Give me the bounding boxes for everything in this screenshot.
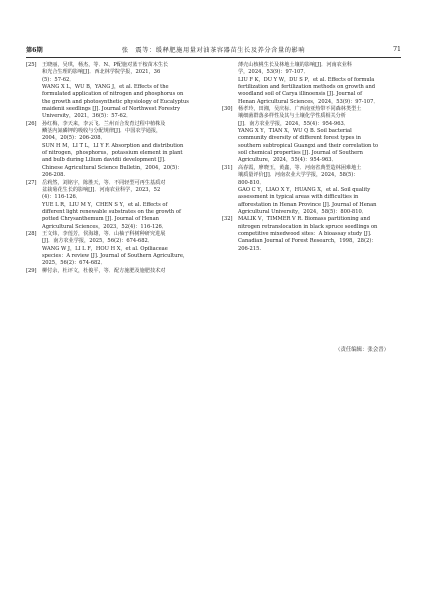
reference-line: 王文炜，李莲芳，侯海雄，等．山柚子科树种研究进展	[42, 230, 166, 237]
reference-line: LIU F K，DU Y W，DU S P，et al. Effects of formula	[238, 76, 375, 83]
reference-line: assessment in typical areas with difficulties in	[238, 194, 359, 201]
reference-line: species：A review [J]. Journal of Southern Agriculture，	[42, 252, 189, 259]
reference-line: Agriculture，2024，55(4)：954-963．	[238, 157, 337, 164]
reference-line: 岳莉然，刘铭宇，陈胜天，等．不同轻型可再生基质对	[42, 179, 166, 186]
reference-line: YANG X Y，TIAN X，WU Q B. Soil bacterial	[238, 128, 352, 135]
reference-number: [25]	[26, 62, 37, 68]
reference-text	[42, 121, 204, 180]
reference-text	[238, 62, 400, 106]
reference-text	[42, 268, 204, 275]
reference-entry	[26, 231, 204, 268]
reference-entry	[26, 180, 204, 231]
reference-line: 柳付余，杜评文，杜俊平，等．配方施肥及施肥技术对	[42, 267, 166, 274]
reference-line: YUE L R，LIU M Y，CHEN S Y，et al. Effects of	[42, 201, 168, 208]
reference-entry	[222, 62, 400, 106]
reference-text	[42, 180, 204, 231]
reference-number: [26]	[26, 120, 37, 127]
reference-line: and bulb during Lilium davidii development [J].	[42, 157, 166, 164]
reference-line: 2004，20(5)：206-208．	[42, 135, 106, 142]
reference-line: 杨孝玲，田湘，吴庆标．广西南亚热带不同森林类型土	[238, 106, 362, 113]
reference-text	[42, 62, 204, 121]
reference-line: afforestation in Henan Province [J]. Journal of Henan	[238, 201, 377, 208]
reference-line: Henan Agricultural Sciences，2024，53(9)：97-107．	[238, 98, 379, 105]
reference-line: Agricultural University，2024，58(5)：800-810．	[238, 208, 367, 215]
reference-text	[238, 216, 400, 253]
reference-line: community diversity of different forest types in	[238, 135, 361, 142]
reference-entry	[26, 62, 204, 121]
running-title: 张 震等：缓释肥施用量对油茶容器苗生长及养分含量的影响	[121, 46, 306, 54]
reference-line: 206-215.	[238, 245, 261, 252]
reference-line: Agricultural Sciences，2023，52(4)：116-126．	[42, 223, 167, 230]
header-rule	[26, 57, 401, 58]
reference-line: 206-208.	[42, 172, 65, 179]
reference-entry	[222, 106, 400, 165]
reference-line: woodland soil of Carya illinoensis [J]. Journal of	[238, 91, 362, 98]
reference-line: WANG X L，WU B，YANG J，et al. Effects of the	[42, 84, 169, 91]
reference-number: [31]	[222, 164, 233, 171]
reference-line: (5)：57-62．	[42, 76, 75, 83]
reference-line: Canadian Journal of Forest Research，1998，28(2)：	[238, 238, 377, 245]
reference-line: of nitrogen，phosphorus，potassium element in plant	[42, 150, 183, 157]
reference-line: GAO C Y，LIAO X Y，HUANG X，et al. Soil quality	[238, 186, 371, 193]
reference-column-left	[26, 62, 204, 275]
editor-note: （责任编辑：张会晋）	[335, 347, 389, 353]
reference-number	[222, 62, 238, 106]
reference-line: the growth and photosynthetic physiology of Eucalyptus	[42, 98, 189, 105]
reference-line: potted Chrysanthemum [J]. Journal of Henan	[42, 216, 159, 223]
reference-number: [32]	[222, 216, 233, 223]
reference-entry	[222, 216, 400, 253]
reference-line: nitrogen retranslocation in black spruce seedlings on	[238, 223, 378, 230]
reference-line: 薄壳山核桃生长及林地土壤的影响[J]．河南农业科	[238, 62, 353, 68]
reference-line: MALIK V，TIMMER V R. Biomass partitioning and	[238, 216, 371, 223]
reference-line: 盆栽菊花生长的影响[J]．河南农业科学，2023，52	[42, 186, 161, 193]
reference-line: 800-810．	[238, 179, 265, 186]
reference-line: WANG W J，LI L F，HOU H X，et al. Opiliaceae	[42, 245, 168, 252]
reference-number: [30]	[222, 106, 233, 113]
reference-line: 孙红梅，李天来，李云飞．兰州百合发育过程中植株及	[42, 120, 166, 127]
reference-line: formulated application of nitrogen and phosphorus on	[42, 91, 184, 98]
reference-entry	[222, 165, 400, 216]
reference-line: 王晓丽，吴琪，杨杰，等．N、P配施对蓝干桉苗木生长	[42, 62, 169, 68]
reference-line: competitive mixedwood sites：A bioassay study [J].	[238, 230, 372, 237]
issue-number: 第6期	[26, 46, 43, 54]
reference-line: University，2021，36(5)：57-62．	[42, 113, 132, 120]
reference-text	[238, 165, 400, 216]
reference-line: different light renewable substrates on the growth of	[42, 208, 181, 215]
reference-entry	[26, 121, 204, 180]
reference-line: (4)：116-126．	[42, 194, 81, 201]
reference-line: maidenii seedlings [J]. Journal of Northwest Forestry	[42, 106, 181, 113]
reference-line: 鳞茎内氮磷钾的吸收与分配规律[J]．中国农学通报，	[42, 128, 162, 135]
reference-line: soil chemical properties [J]. Journal of Southern	[238, 150, 363, 157]
reference-line: 壤质量评价[J]．河南农业大学学报，2024，58(5)：	[238, 172, 359, 179]
reference-line: [J]．南方农业学报，2025，56(2)：674-682．	[42, 238, 153, 245]
reference-number: [29]	[26, 267, 37, 274]
reference-column-right	[222, 62, 400, 253]
page-number: 71	[393, 45, 401, 53]
reference-text	[42, 231, 204, 268]
reference-line: 壤细菌群落多样性及其与土壤化学性质相关分析	[238, 113, 346, 120]
reference-entry	[26, 268, 204, 275]
running-header	[26, 42, 401, 56]
reference-line: Chinese Agricultural Science Bulletin，2004，20(5)：	[42, 164, 183, 171]
reference-line: 高春霞，廖晓玉，黄鑫，等．河南省典型造林困难地土	[238, 164, 362, 171]
reference-number: [28]	[26, 230, 37, 237]
reference-line: fertilization and fertilization methods on growth and	[238, 84, 376, 91]
reference-line: SUN H M，LI T L，LI Y F. Absorption and distribution	[42, 142, 184, 149]
reference-line: 2025，56(2)：674-682．	[42, 260, 106, 267]
reference-line: southern subtropical Guangxi and their correlation to	[238, 142, 379, 149]
reference-line: 和光合生理的影响[J]．西北林学院学报，2021，36	[42, 69, 161, 76]
reference-line: 学，2024，53(9)：97-107．	[238, 69, 309, 76]
reference-line: [J]．南方农业学报，2024，55(4)：954-963．	[238, 120, 349, 127]
reference-text	[238, 106, 400, 165]
reference-number: [27]	[26, 179, 37, 186]
